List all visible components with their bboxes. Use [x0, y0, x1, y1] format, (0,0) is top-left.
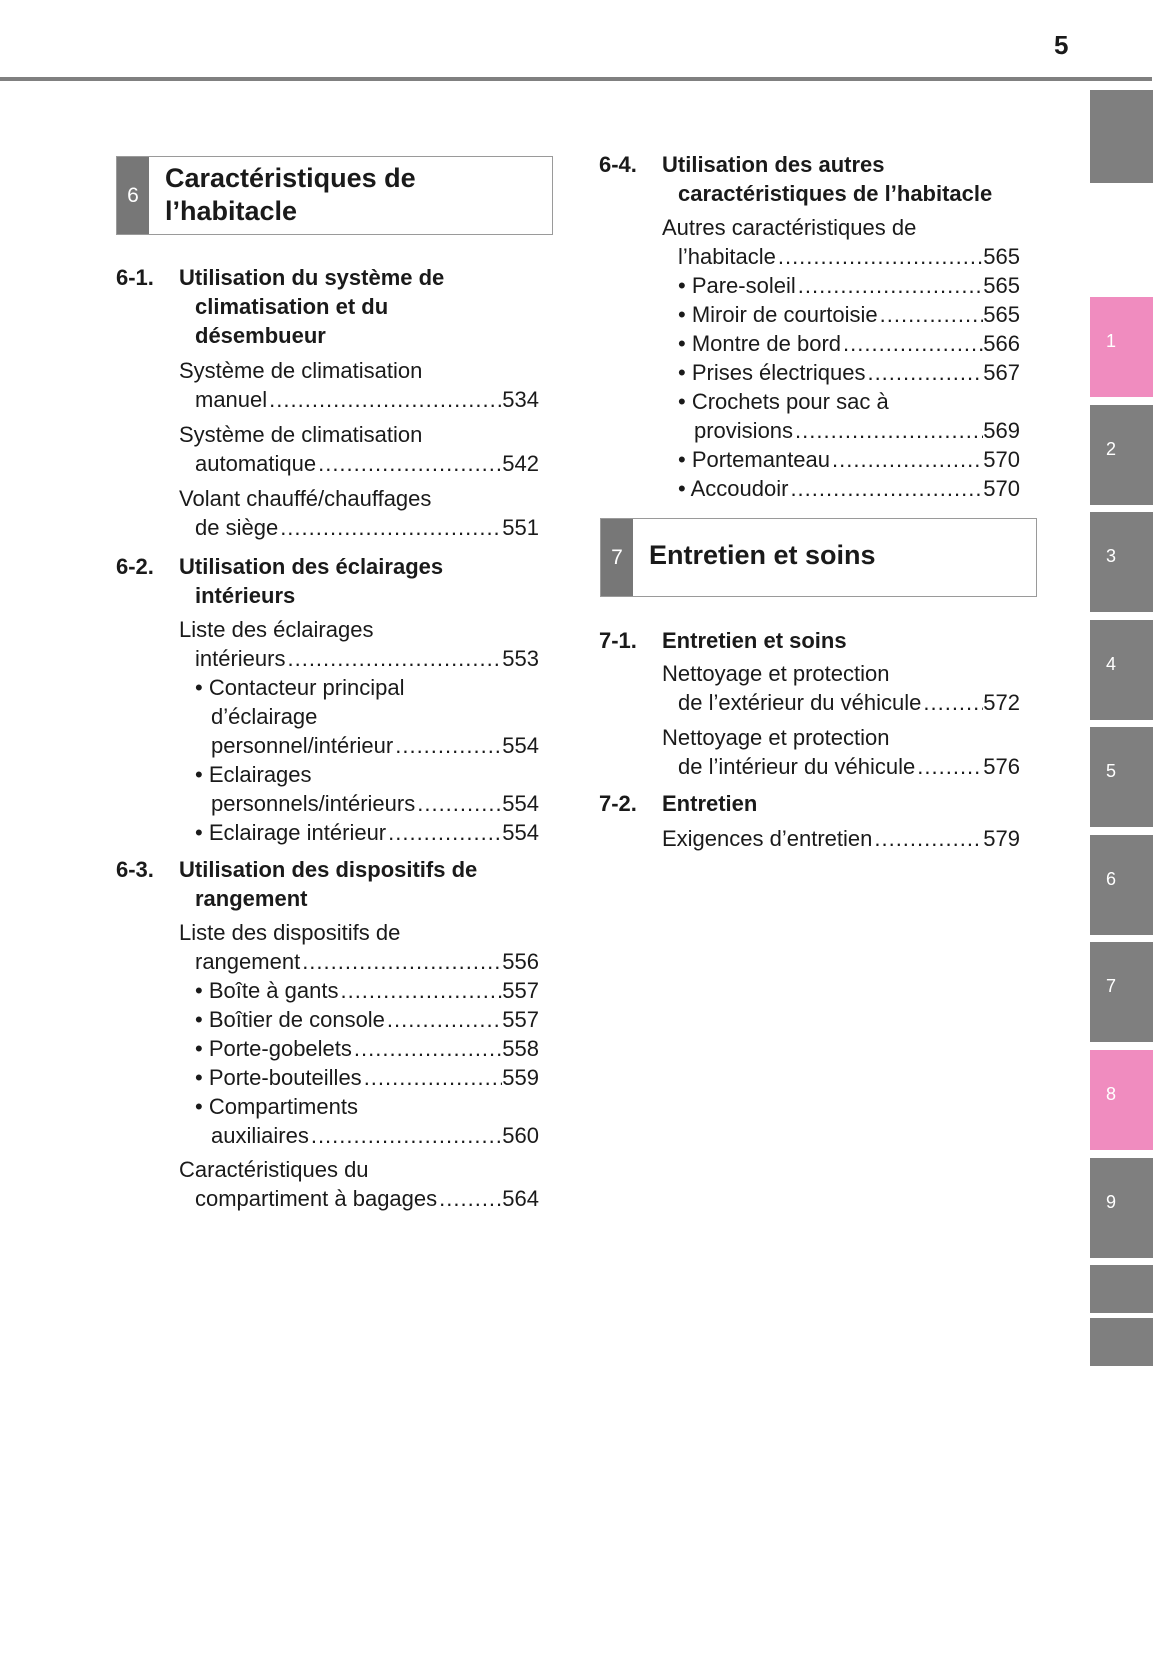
toc-label: provisions [694, 418, 794, 443]
leader-dots [415, 789, 502, 818]
leader-dots [865, 358, 983, 387]
toc-item-text[interactable]: Autres caractéristiques de [662, 215, 917, 240]
toc-entry[interactable] [678, 300, 1020, 329]
page-ref: 565 [983, 244, 1020, 269]
toc-entry[interactable] [694, 416, 1020, 445]
leader-dots [872, 824, 983, 853]
toc-label: de l’intérieur du véhicule [678, 754, 916, 779]
page-ref: 566 [983, 331, 1020, 356]
toc-entry[interactable] [195, 1005, 539, 1034]
leader-dots [267, 385, 502, 414]
toc-entry[interactable] [211, 1121, 539, 1150]
toc-bullet-text[interactable]: • Compartiments [195, 1094, 358, 1119]
page-ref: 557 [502, 978, 539, 1003]
leader-dots [776, 242, 983, 271]
toc-entry[interactable] [195, 449, 539, 478]
leader-dots [362, 1063, 503, 1092]
page-ref: 579 [983, 826, 1020, 851]
toc-label: de l’extérieur du véhicule [678, 690, 922, 715]
section-number: 7-2. [599, 791, 637, 816]
section-title-line1: Utilisation des autres [662, 152, 885, 177]
chapter-tab-2[interactable] [1090, 405, 1153, 505]
leader-dots [830, 445, 983, 474]
leader-dots [915, 752, 983, 781]
toc-entry[interactable] [662, 824, 1020, 853]
section-title-line3: désembueur [195, 323, 326, 348]
chapter-tab-3[interactable] [1090, 512, 1153, 612]
chapter-title-line2: l’habitacle [165, 196, 298, 226]
chapter-number: 6 [117, 157, 149, 234]
toc-label: manuel [195, 387, 268, 412]
section-title-line1: Utilisation des éclairages [179, 554, 444, 579]
toc-entry[interactable] [678, 242, 1020, 271]
chapter-tab-label: 4 [1106, 653, 1117, 674]
chapter-tab-9[interactable] [1090, 1158, 1153, 1258]
toc-entry[interactable] [195, 513, 539, 542]
toc-item-text[interactable]: Volant chauffé/chauffages [179, 486, 432, 511]
toc-label: Exigences d’entretien [662, 826, 873, 851]
chapter-tab-label: 1 [1106, 330, 1117, 351]
toc-entry[interactable] [678, 752, 1020, 781]
toc-label: personnels/intérieurs [211, 791, 416, 816]
page-ref: 564 [502, 1186, 539, 1211]
toc-entry[interactable] [211, 731, 539, 760]
toc-bullet-text[interactable]: • Eclairages [195, 762, 312, 787]
page-ref: 576 [983, 754, 1020, 779]
toc-label: • Porte-bouteilles [195, 1065, 362, 1090]
chapter-tab-7[interactable] [1090, 942, 1153, 1042]
page-ref: 559 [502, 1065, 539, 1090]
toc-label: • Eclairage intérieur [195, 820, 387, 845]
page-ref: 556 [502, 949, 539, 974]
toc-label: • Miroir de courtoisie [678, 302, 878, 327]
toc-bullet-text[interactable]: • Crochets pour sac à [678, 389, 889, 414]
leader-dots [338, 976, 502, 1005]
page-ref: 569 [983, 418, 1020, 443]
toc-label: auxiliaires [211, 1123, 309, 1148]
toc-bullet-text[interactable]: d’éclairage [211, 704, 318, 729]
chapter-7-header [600, 518, 1037, 597]
page-ref: 567 [983, 360, 1020, 385]
chapter-tab-blank[interactable] [1090, 1265, 1153, 1313]
section-title-line2: climatisation et du [195, 294, 389, 319]
leader-dots [921, 688, 983, 717]
toc-entry[interactable] [678, 271, 1020, 300]
leader-dots [841, 329, 983, 358]
toc-entry[interactable] [195, 385, 539, 414]
chapter-6-header [116, 156, 553, 235]
chapter-tab-1[interactable] [1090, 297, 1153, 397]
section-title-line2: caractéristiques de l’habitacle [678, 181, 993, 206]
chapter-tab-8[interactable] [1090, 1050, 1153, 1150]
toc-label: • Boîtier de console [195, 1007, 385, 1032]
section-title-line1: Utilisation des dispositifs de [179, 857, 478, 882]
page-number: 5 [1054, 30, 1069, 60]
section-title-line2: intérieurs [195, 583, 296, 608]
leader-dots [285, 644, 502, 673]
toc-label: • Portemanteau [678, 447, 831, 472]
page-ref: 534 [502, 387, 539, 412]
leader-dots [316, 449, 502, 478]
chapter-number: 7 [601, 519, 633, 596]
chapter-tab-label: 8 [1106, 1083, 1117, 1104]
chapter-tab-4[interactable] [1090, 620, 1153, 720]
page-ref: 570 [983, 447, 1020, 472]
chapter-tab-blank[interactable] [1090, 90, 1153, 183]
leader-dots [309, 1121, 502, 1150]
toc-label: de siège [195, 515, 279, 540]
toc-label: automatique [195, 451, 317, 476]
chapter-tab-label: 9 [1106, 1191, 1117, 1212]
toc-entry[interactable] [195, 1063, 539, 1092]
page-ref: 560 [502, 1123, 539, 1148]
toc-entry[interactable] [211, 789, 539, 818]
toc-entry[interactable] [195, 1184, 539, 1213]
leader-dots [278, 513, 502, 542]
section-7-2-heading[interactable] [599, 789, 1039, 819]
toc-label: • Montre de bord [678, 331, 842, 356]
toc-item-text[interactable]: Caractéristiques du [179, 1157, 369, 1182]
section-title: Entretien et soins [662, 628, 847, 653]
toc-label: intérieurs [195, 646, 286, 671]
chapter-tab-label: 2 [1106, 438, 1117, 459]
toc-label: compartiment à bagages [195, 1186, 438, 1211]
toc-label: • Accoudoir [678, 476, 789, 501]
page-ref: 557 [502, 1007, 539, 1032]
section-number: 6-3. [116, 857, 154, 882]
page-ref: 553 [502, 646, 539, 671]
section-number: 6-2. [116, 554, 154, 579]
toc-entry[interactable] [195, 644, 539, 673]
toc-item-text[interactable]: Liste des éclairages [179, 617, 374, 642]
section-title-line2: rangement [195, 886, 308, 911]
toc-label: • Porte-gobelets [195, 1036, 352, 1061]
chapter-tab-5[interactable] [1090, 727, 1153, 827]
chapter-tab-6[interactable] [1090, 835, 1153, 935]
leader-dots [385, 1005, 502, 1034]
page-ref: 542 [502, 451, 539, 476]
chapter-tab-label: 7 [1106, 975, 1117, 996]
leader-dots [352, 1034, 502, 1063]
page-ref: 554 [502, 820, 539, 845]
toc-bullet-text[interactable]: • Contacteur principal [195, 675, 405, 700]
toc-label: rangement [195, 949, 301, 974]
page-ref: 572 [983, 690, 1020, 715]
leader-dots [793, 416, 983, 445]
page-ref: 554 [502, 791, 539, 816]
page-ref: 565 [983, 273, 1020, 298]
chapter-tab-label: 3 [1106, 545, 1117, 566]
toc-entry[interactable] [195, 976, 539, 1005]
toc-label: • Boîte à gants [195, 978, 339, 1003]
section-number: 7-1. [599, 628, 637, 653]
page-ref: 551 [502, 515, 539, 540]
toc-item-text[interactable]: Nettoyage et protection [662, 661, 890, 686]
toc-item-text[interactable]: Liste des dispositifs de [179, 920, 401, 945]
leader-dots [796, 271, 984, 300]
toc-label: • Prises électriques [678, 360, 866, 385]
toc-entry[interactable] [678, 688, 1020, 717]
toc-entry[interactable] [678, 445, 1020, 474]
leader-dots [386, 818, 502, 847]
chapter-tab-label: 5 [1106, 760, 1117, 781]
leader-dots [437, 1184, 502, 1213]
section-number: 6-4. [599, 152, 637, 177]
leader-dots [300, 947, 502, 976]
chapter-title: Entretien et soins [649, 540, 876, 570]
section-6-4-heading[interactable] [599, 150, 1039, 210]
page-ref: 554 [502, 733, 539, 758]
toc-label: l’habitacle [678, 244, 776, 269]
chapter-tab-label: 6 [1106, 868, 1117, 889]
section-title: Entretien [662, 791, 758, 816]
toc-item-text[interactable]: Système de climatisation [179, 358, 423, 383]
leader-dots [788, 474, 983, 503]
toc-label: personnel/intérieur [211, 733, 394, 758]
section-title-line1: Utilisation du système de [179, 265, 445, 290]
toc-item-text[interactable]: Nettoyage et protection [662, 725, 890, 750]
leader-dots [393, 731, 502, 760]
page-ref: 570 [983, 476, 1020, 501]
toc-entry[interactable] [195, 947, 539, 976]
page-ref: 558 [502, 1036, 539, 1061]
section-6-2-heading[interactable] [116, 552, 556, 612]
chapter-title-line1: Caractéristiques de [165, 163, 416, 193]
toc-label: • Pare-soleil [678, 273, 796, 298]
toc-entry[interactable] [195, 1034, 539, 1063]
section-7-1-heading[interactable] [599, 626, 1039, 656]
section-number: 6-1. [116, 265, 154, 290]
page-ref: 565 [983, 302, 1020, 327]
chapter-tab-blank[interactable] [1090, 1318, 1153, 1366]
toc-item-text[interactable]: Système de climatisation [179, 422, 423, 447]
toc-entry[interactable] [678, 358, 1020, 387]
toc-entry[interactable] [678, 329, 1020, 358]
section-6-3-heading[interactable] [116, 855, 556, 915]
header-rule [0, 77, 1152, 81]
toc-entry[interactable] [195, 818, 539, 847]
leader-dots [878, 300, 984, 329]
section-6-1-heading[interactable] [116, 263, 556, 353]
toc-entry[interactable] [678, 474, 1020, 503]
